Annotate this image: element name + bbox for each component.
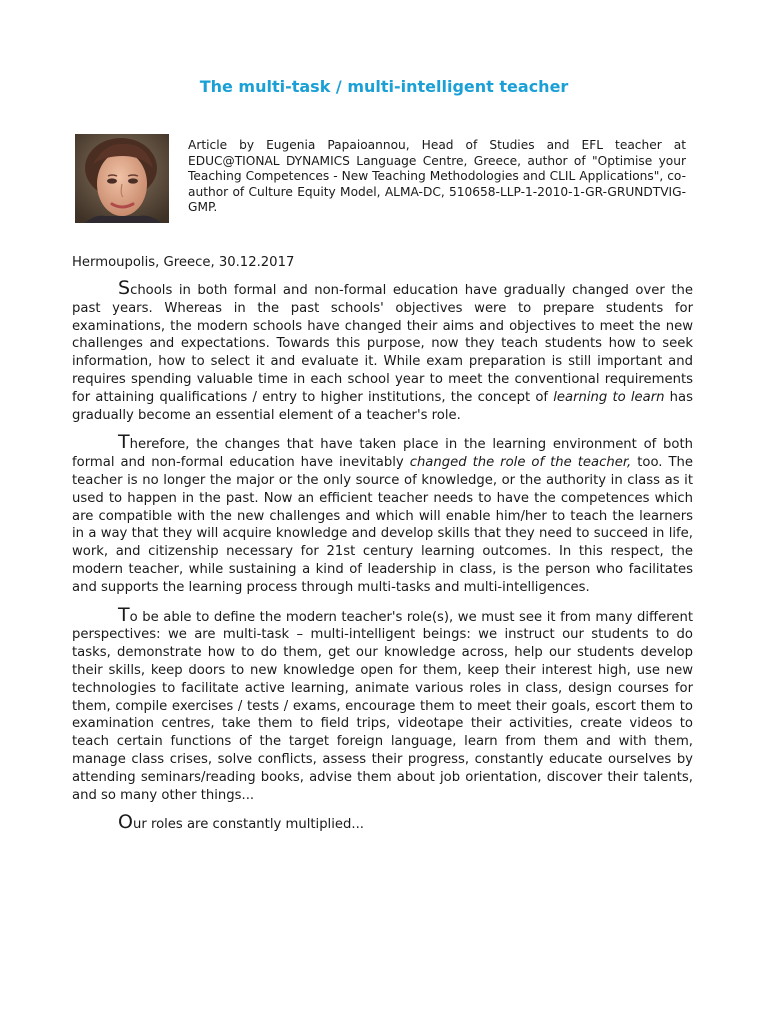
- paragraph-1: [72, 277, 693, 424]
- author-byline: Article by Eugenia Papaioannou, Head of Studies and EFL teacher at EDUC@TIONAL DYNAMICS Language Centre, Greece, author of "Optimise your Teaching Competences - New Teaching Methodologies and CLIL Applications", co-author of Culture Equity Model, ALMA-DC, 510658-LLP-1-2010-1-GR-GRUNDTVIG-GMP.: [188, 138, 686, 214]
- paragraph-4: [72, 811, 693, 834]
- place-date: Hermoupolis, Greece, 30.12.2017: [72, 255, 295, 270]
- author-photo: [75, 134, 169, 223]
- article-title: The multi-task / multi-intelligent teacher: [199, 77, 569, 96]
- initial-letter: O: [118, 811, 133, 834]
- paragraph-text: chools in both formal and non-formal education have gradually changed over the past years. Whereas in the past schools' objectives were to prepare students for examinations, the modern schools have changed their aims and objectives to meet the new challenges and expectations. Towards this purpose, now they teach students how to seek information, how to select it and evaluate it. While exam preparation is still important and requires spending valuable time in each school year to meet the conventional requirements for attaining qualifications / entry to higher institutions, the concept of: [72, 283, 693, 405]
- paragraph-text-tail: has gradually become an essential element of a teacher's role.: [72, 389, 693, 423]
- paragraph-2: [72, 431, 693, 596]
- author-portrait-image: [75, 134, 169, 223]
- initial-letter: T: [118, 603, 130, 626]
- emphasis-text: learning to learn: [553, 389, 665, 405]
- paragraph-text: herefore, the changes that have taken place in the learning environment of both formal and non-formal education have inevitably: [72, 437, 693, 471]
- initial-letter: T: [118, 431, 130, 454]
- article-body: [72, 277, 693, 844]
- paragraph-text: ur roles are constantly multiplied...: [132, 817, 364, 833]
- paragraph-3: [72, 603, 693, 805]
- emphasis-text: changed the role of the teacher,: [409, 455, 632, 471]
- paragraph-text: o be able to define the modern teacher's role(s), we must see it from many different perspectives: we are multi-task – multi-intelligent beings: we instruct our students to do tasks, demonstrate how to do them, get our knowledge across, help our students develop their skills, keep doors to new knowledge open for them, keep their interest high, use new technologies to facilitate active learning, animate various roles in class, design courses for them, compile exercises / tests / exams, encourage them to meet their goals, escort them to examination centres, take them to field trips, videotape their activities, create videos to teach certain functions of the target foreign language, learn from them and with them, manage class crises, solve conflicts, assess their progress, constantly educate ourselves by attending seminars/reading books, advise them about job orientation, discover their talents, and so many other things...: [72, 609, 693, 803]
- paragraph-text-tail: too. The teacher is no longer the major or the only source of knowledge, or the authority in class as it used to happen in the past. Now an efficient teacher needs to have the competences which are compatible with the new challenges and which will enable him/her to teach the learners in a way that they will acquire knowledge and develop skills that they need to succeed in life, work, and citizenship necessary for 21st century learning outcomes. In this respect, the modern teacher, while sustaining a kind of leadership in class, is the person who facilitates and supports the learning process through multi-tasks and multi-intelligences.: [72, 455, 693, 595]
- initial-letter: S: [118, 277, 131, 299]
